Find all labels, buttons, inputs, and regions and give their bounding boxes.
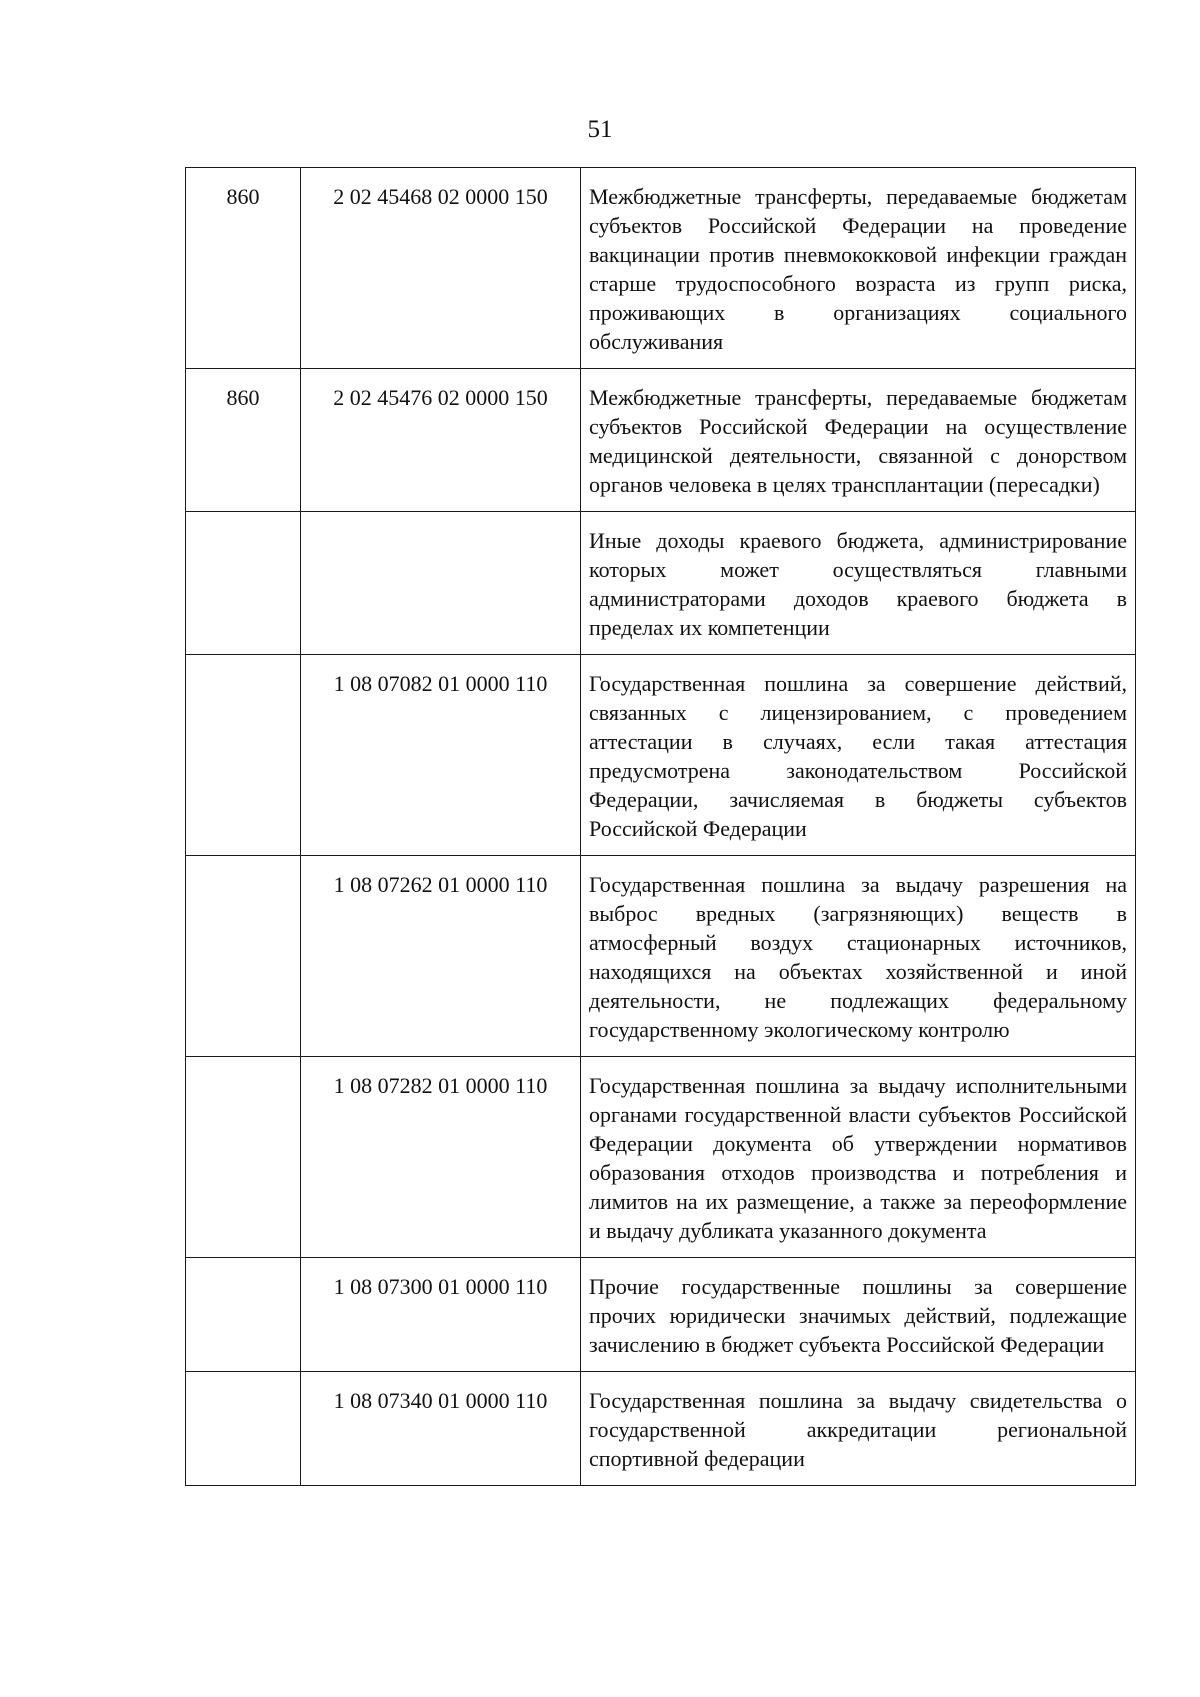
admin-code-cell: 860 <box>186 168 301 369</box>
revenue-code-cell: 1 08 07262 01 0000 110 <box>301 856 581 1057</box>
revenue-name-cell: Межбюджетные трансферты, передаваемые бюджетам субъектов Российской Федерации на проведение вакцинации против пневмококковой инфекции граждан старше трудоспособного возраста из групп риска, проживающих в организациях социального обслуживания <box>581 168 1136 369</box>
admin-code-cell <box>186 1258 301 1372</box>
revenue-name-cell: Иные доходы краевого бюджета, администрирование которых может осуществляться главными администраторами доходов краевого бюджета в пределах их компетенции <box>581 512 1136 655</box>
revenue-code-cell: 1 08 07082 01 0000 110 <box>301 655 581 856</box>
page-number: 51 <box>587 116 613 143</box>
revenue-name-cell: Государственная пошлина за выдачу разрешения на выброс вредных (загрязняющих) веществ в атмосферный воздух стационарных источников, находящихся на объектах хозяйственной и иной деятельности, не подлежащих федеральному государственному экологическому контролю <box>581 856 1136 1057</box>
admin-code-cell <box>186 512 301 655</box>
revenue-code-cell: 1 08 07300 01 0000 110 <box>301 1258 581 1372</box>
table-row <box>186 369 1136 512</box>
table-row <box>186 512 1136 655</box>
admin-code-cell <box>186 655 301 856</box>
table-row <box>186 856 1136 1057</box>
revenue-code-cell: 2 02 45476 02 0000 150 <box>301 369 581 512</box>
table-row <box>186 1057 1136 1258</box>
revenue-table <box>185 167 1136 1486</box>
table-row <box>186 1258 1136 1372</box>
revenue-code-cell: 1 08 07340 01 0000 110 <box>301 1372 581 1486</box>
revenue-name-cell: Межбюджетные трансферты, передаваемые бюджетам субъектов Российской Федерации на осуществление медицинской деятельности, связанной с донорством органов человека в целях трансплантации (пересадки) <box>581 369 1136 512</box>
revenue-name-cell: Государственная пошлина за выдачу свидетельства о государственной аккредитации региональной спортивной федерации <box>581 1372 1136 1486</box>
admin-code-cell: 860 <box>186 369 301 512</box>
revenue-name-cell: Прочие государственные пошлины за совершение прочих юридически значимых действий, подлежащие зачислению в бюджет субъекта Российской Федерации <box>581 1258 1136 1372</box>
admin-code-cell <box>186 1372 301 1486</box>
admin-code-cell <box>186 1057 301 1258</box>
table-row <box>186 655 1136 856</box>
revenue-code-cell <box>301 512 581 655</box>
revenue-code-cell: 2 02 45468 02 0000 150 <box>301 168 581 369</box>
admin-code-cell <box>186 856 301 1057</box>
revenue-name-cell: Государственная пошлина за совершение действий, связанных с лицензированием, с проведением аттестации в случаях, если такая аттестация предусмотрена законодательством Российской Федерации, зачисляемая в бюджеты субъектов Российской Федерации <box>581 655 1136 856</box>
revenue-code-cell: 1 08 07282 01 0000 110 <box>301 1057 581 1258</box>
revenue-name-cell: Государственная пошлина за выдачу исполнительными органами государственной власти субъектов Российской Федерации документа об утверждении нормативов образования отходов производства и потребления и лимитов на их размещение, а также за переоформление и выдачу дубликата указанного документа <box>581 1057 1136 1258</box>
table-row <box>186 1372 1136 1486</box>
table-row <box>186 168 1136 369</box>
